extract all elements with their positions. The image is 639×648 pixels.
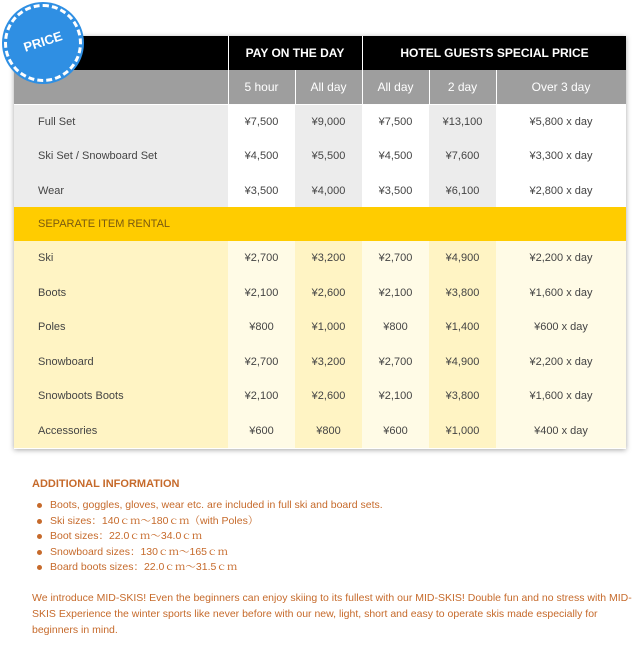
bullet-icon — [37, 565, 42, 570]
table-row — [14, 276, 626, 311]
price-cell: ¥600 x day — [496, 310, 626, 345]
row-label: Wear — [14, 174, 228, 209]
price-cell: ¥9,000 — [295, 105, 362, 140]
info-bullet-text: Boots, goggles, gloves, wear etc. are included in full ski and board sets. — [50, 499, 383, 511]
col-header-2-day: 2 day — [447, 80, 478, 94]
bullet-icon — [37, 519, 42, 524]
price-cell: ¥3,800 — [429, 276, 496, 311]
info-bullet-text: Ski sizes：140ｃｍ～180ｃｍ（with Poles） — [50, 514, 259, 527]
header-divider — [429, 70, 430, 104]
price-cell: ¥1,600 x day — [496, 379, 626, 414]
table-row — [14, 345, 626, 380]
price-cell: ¥7,600 — [429, 139, 496, 174]
table-header-columns — [14, 70, 626, 104]
price-cell: ¥3,500 — [362, 174, 429, 209]
price-cell: ¥1,000 — [295, 310, 362, 345]
price-cell: ¥4,900 — [429, 241, 496, 276]
price-cell: ¥3,200 — [295, 241, 362, 276]
info-bullet — [50, 514, 632, 530]
table-row — [14, 105, 626, 140]
price-cell: ¥6,100 — [429, 174, 496, 209]
header-pay-on-the-day: PAY ON THE DAY — [245, 46, 345, 60]
header-divider — [362, 70, 363, 104]
info-bullet — [50, 560, 632, 576]
price-cell: ¥1,400 — [429, 310, 496, 345]
row-label: Boots — [14, 276, 228, 311]
table-header-groups — [14, 36, 626, 70]
info-bullet — [50, 529, 632, 545]
price-cell: ¥4,900 — [429, 345, 496, 380]
row-label: Full Set — [14, 105, 228, 140]
price-cell: ¥13,100 — [429, 105, 496, 140]
table-row — [14, 174, 626, 209]
additional-information-title: ADDITIONAL INFORMATION — [32, 478, 180, 490]
price-table — [14, 36, 626, 449]
row-label: Poles — [14, 310, 228, 345]
price-cell: ¥3,300 x day — [496, 139, 626, 174]
price-cell: ¥2,600 — [295, 379, 362, 414]
price-cell: ¥2,100 — [228, 276, 295, 311]
col-header-all-day: All day — [310, 80, 347, 94]
info-bullet — [50, 498, 632, 514]
price-cell: ¥2,100 — [228, 379, 295, 414]
row-label: Snowboots Boots — [14, 379, 228, 414]
price-cell: ¥2,600 — [295, 276, 362, 311]
price-cell: ¥3,800 — [429, 379, 496, 414]
price-cell: ¥3,500 — [228, 174, 295, 209]
price-badge-label: PRICE — [21, 27, 65, 55]
price-cell: ¥4,000 — [295, 174, 362, 209]
price-cell: ¥1,600 x day — [496, 276, 626, 311]
bullet-icon — [37, 503, 42, 508]
header-divider — [295, 70, 296, 104]
price-cell: ¥7,500 — [228, 105, 295, 140]
price-cell: ¥4,500 — [228, 139, 295, 174]
bullet-icon — [37, 534, 42, 539]
row-label: Accessories — [14, 414, 228, 449]
price-cell: ¥2,800 x day — [496, 174, 626, 209]
price-cell: ¥2,700 — [362, 241, 429, 276]
price-cell: ¥3,200 — [295, 345, 362, 380]
price-cell: ¥5,800 x day — [496, 105, 626, 140]
price-cell: ¥4,500 — [362, 139, 429, 174]
info-bullet-text: Boot sizes：22.0ｃｍ～34.0ｃｍ — [50, 530, 203, 542]
col-header-hotel-all-day: All day — [377, 80, 414, 94]
price-cell: ¥2,100 — [362, 379, 429, 414]
header-hotel-guests: HOTEL GUESTS SPECIAL PRICE — [400, 46, 589, 60]
price-badge — [4, 4, 82, 82]
intro-paragraph: We introduce MID-SKIS! Even the beginners can enjoy skiing to its fullest with our MID-SKIS! Double fun and no stress with MID-SKIS Experience the winter sports like never before with our new, light, short and easy to operate skis made especially for beginners in mind. — [32, 592, 632, 636]
price-cell: ¥800 — [362, 310, 429, 345]
table-row — [14, 139, 626, 174]
bullet-icon — [37, 550, 42, 555]
header-divider — [496, 70, 497, 104]
price-cell: ¥2,100 — [362, 276, 429, 311]
info-bullet — [50, 545, 632, 561]
header-divider — [228, 70, 229, 104]
price-cell: ¥7,500 — [362, 105, 429, 140]
info-bullet-text: Board boots sizes：22.0ｃｍ～31.5ｃｍ — [50, 561, 238, 573]
info-list — [32, 498, 632, 576]
info-bullet-text: Snowboard sizes：130ｃｍ～165ｃｍ — [50, 545, 228, 558]
price-cell: ¥600 — [362, 414, 429, 449]
price-cell: ¥5,500 — [295, 139, 362, 174]
price-cell: ¥2,200 x day — [496, 241, 626, 276]
table-row — [14, 379, 626, 414]
price-cell: ¥2,700 — [362, 345, 429, 380]
price-cell: ¥2,700 — [228, 241, 295, 276]
separate-item-rental-heading: SEPARATE ITEM RENTAL — [14, 207, 626, 241]
row-label: Ski — [14, 241, 228, 276]
table-row — [14, 310, 626, 345]
row-label: Ski Set / Snowboard Set — [14, 139, 228, 174]
price-cell: ¥800 — [228, 310, 295, 345]
row-label: Snowboard — [14, 345, 228, 380]
price-cell: ¥2,200 x day — [496, 345, 626, 380]
col-header-over-3-day: Over 3 day — [531, 80, 591, 94]
price-cell: ¥400 x day — [496, 414, 626, 449]
price-cell: ¥1,000 — [429, 414, 496, 449]
price-cell: ¥800 — [295, 414, 362, 449]
table-row — [14, 414, 626, 449]
col-header-5-hour: 5 hour — [244, 80, 279, 94]
price-cell: ¥2,700 — [228, 345, 295, 380]
table-row — [14, 241, 626, 276]
additional-information — [32, 478, 632, 576]
price-cell: ¥600 — [228, 414, 295, 449]
